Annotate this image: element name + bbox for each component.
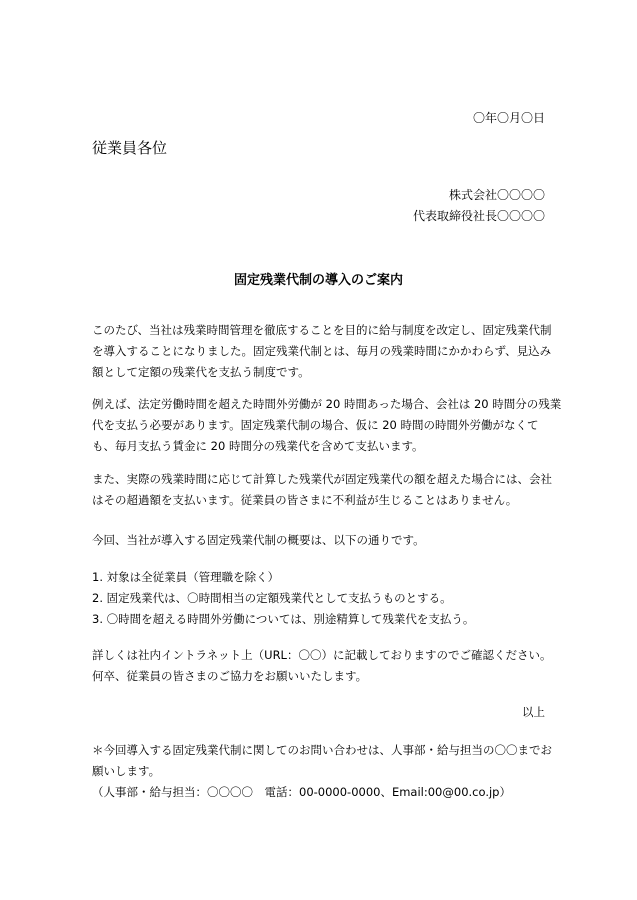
paragraph-line: 今回、当社が導入する固定残業代制の概要は、以下の通りです。	[92, 533, 425, 547]
paragraph-line: このたび、当社は残業時間管理を徹底することを目的に給与制度を改定し、固定残業代制	[92, 323, 552, 337]
sender-representative: 代表取締役社長〇〇〇〇	[412, 209, 545, 223]
paragraph-line: 詳しくは社内イントラネット上（URL：〇〇）に記載しておりますのでご確認ください。	[92, 648, 552, 662]
paragraph-overview	[92, 530, 548, 551]
sender-company: 株式会社〇〇〇〇	[448, 188, 545, 202]
paragraph-line: を導入することになりました。固定残業代制とは、毎月の残業時間にかかわらず、見込み	[92, 344, 552, 358]
list-item: 2. 固定残業代は、〇時間相当の定額残業代として支払うものとする。	[92, 591, 452, 605]
paragraph-line: はその超過額を支払います。従業員の皆さまに不利益が生じることはありません。	[92, 493, 518, 507]
closing-mark: 以上	[522, 705, 545, 719]
inquiry-note	[92, 740, 552, 803]
paragraph-line: 例えば、法定労働時間を超えた時間外労働が 20 時間あった場合、会社は 20 時間分の残業	[92, 397, 562, 411]
paragraph-introduction	[92, 320, 552, 383]
note-line: （人事部・給与担当：〇〇〇〇 電話：00-0000-0000、Email:00@00.co.jp）	[92, 785, 511, 799]
paragraph-line: また、実際の残業時間に応じて計算した残業代が固定残業代の額を超えた場合には、会社	[92, 472, 552, 486]
paragraph-line: も、毎月支払う賃金に 20 時間分の残業代を含めて支払います。	[92, 439, 424, 453]
note-line: ＊今回導入する固定残業代制に関してのお問い合わせは、人事部・給与担当の〇〇までお	[92, 743, 552, 757]
note-line: 願いします。	[92, 764, 161, 778]
paragraph-line: 額として定額の残業代を支払う制度です。	[92, 365, 310, 379]
paragraph-example	[92, 394, 562, 457]
document-title: 固定残業代制の導入のご案内	[233, 273, 403, 288]
overview-list	[92, 567, 548, 630]
list-item: 3. 〇時間を超える時間外労働については、別途精算して残業代を支払う。	[92, 612, 475, 626]
paragraph-line: 何卒、従業員の皆さまのご協力をお願いいたします。	[92, 669, 368, 683]
addressee: 従業員各位	[92, 139, 168, 157]
paragraph-excess-payment	[92, 469, 552, 511]
list-item: 1. 対象は全従業員（管理職を除く）	[92, 570, 280, 584]
paragraph-line: 代を支払う必要があります。固定残業代制の場合、仮に 20 時間の時間外労働がなくて	[92, 418, 539, 432]
document-date: 〇年〇月〇日	[472, 111, 545, 125]
paragraph-details	[92, 645, 552, 687]
